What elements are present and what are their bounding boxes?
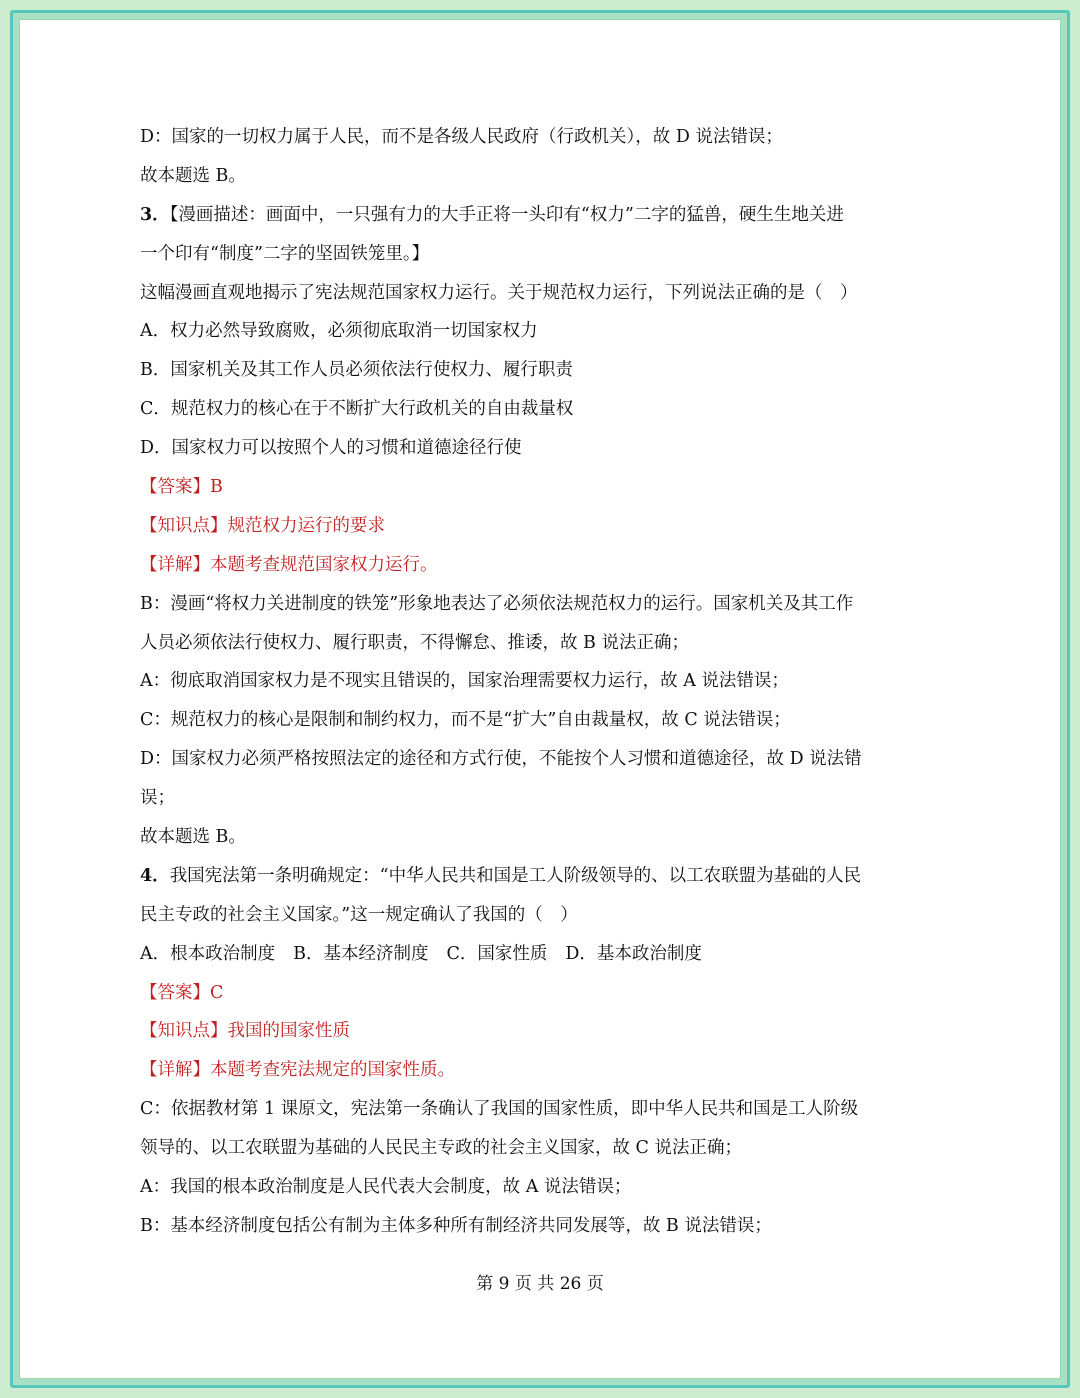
text-line xyxy=(140,1168,930,1207)
text-line xyxy=(140,662,930,701)
question-number: 3． xyxy=(140,204,170,225)
line-text: 【漫画描述：画面中，一只强有力的大手正将一头印有“权力”二字的猛兽，硬生生地关进 xyxy=(169,204,844,225)
answer-option: A．根本政治制度 xyxy=(140,943,276,964)
line-text: 领导的、以工农联盟为基础的人民民主专政的社会主义国家，故 C 说法正确； xyxy=(140,1138,743,1159)
answer-option: C．国家性质 xyxy=(446,943,548,964)
answer-annotation-line xyxy=(140,974,930,1013)
text-line xyxy=(140,1129,930,1168)
text-line xyxy=(140,235,930,274)
text-line xyxy=(140,429,930,468)
line-text: 故本题选 B。 xyxy=(140,827,246,848)
line-text: C．规范权力的核心在于不断扩大行政机关的自由裁量权 xyxy=(140,399,574,420)
line-text: D：国家的一切权力属于人民，而不是各级人民政府（行政机关），故 D 说法错误； xyxy=(140,127,783,147)
annotation-text: B xyxy=(210,477,223,498)
line-text: 误； xyxy=(140,788,175,809)
page-number-footer: 第 9 页 共 26 页 xyxy=(476,1274,604,1294)
question-stem-line xyxy=(140,857,930,896)
text-line xyxy=(140,118,930,157)
answer-annotation-line xyxy=(140,1051,930,1090)
text-line xyxy=(140,351,930,390)
text-line xyxy=(140,624,930,663)
text-line xyxy=(140,779,930,818)
text-line xyxy=(140,1207,930,1246)
line-text: 一个印有“制度”二字的坚固铁笼里。】 xyxy=(140,243,430,264)
line-text: 民主专政的社会主义国家。”这一规定确认了我国的（ ） xyxy=(140,904,578,925)
text-line xyxy=(140,274,930,313)
text-line xyxy=(140,740,930,779)
text-line xyxy=(140,390,930,429)
text-line xyxy=(140,701,930,740)
annotation-tag: 【详解】 xyxy=(140,1060,210,1081)
annotation-tag: 【详解】 xyxy=(140,554,210,575)
annotation-text: 规范权力运行的要求 xyxy=(227,515,385,536)
line-text: A：我国的根本政治制度是人民代表大会制度，故 A 说法错误； xyxy=(140,1177,632,1198)
text-line xyxy=(140,157,930,196)
annotation-text: 本题考查宪法规定的国家性质。 xyxy=(210,1060,455,1081)
annotation-tag: 【知识点】 xyxy=(140,515,228,536)
question-stem-line xyxy=(140,196,930,235)
answer-annotation-line xyxy=(140,468,930,507)
annotation-text: C xyxy=(210,982,224,1003)
annotation-tag: 【答案】 xyxy=(140,982,210,1003)
annotation-text: 本题考查规范国家权力运行。 xyxy=(210,554,438,575)
line-text: C：依据教材第 1 课原文，宪法第一条确认了我国的国家性质，即中华人民共和国是工人阶级 xyxy=(140,1099,859,1120)
line-text: 这幅漫画直观地揭示了宪法规范国家权力运行。关于规范权力运行，下列说法正确的是（ ） xyxy=(140,282,858,303)
line-text: 人员必须依法行使权力、履行职责，不得懈怠、推诿，故 B 说法正确； xyxy=(140,632,689,653)
line-text: A：彻底取消国家权力是不现实且错误的，国家治理需要权力运行，故 A 说法错误； xyxy=(140,671,789,692)
text-line xyxy=(140,1090,930,1129)
text-line xyxy=(140,312,930,351)
question-number: 4． xyxy=(140,865,170,886)
annotation-text: 我国的国家性质 xyxy=(227,1021,350,1042)
line-text: B：基本经济制度包括公有制为主体多种所有制经济共同发展等，故 B 说法错误； xyxy=(140,1215,772,1236)
line-text: B：漫画“将权力关进制度的铁笼”形象地表达了必须依法规范权力的运行。国家机关及其工作 xyxy=(140,593,854,614)
answer-annotation-line xyxy=(140,1012,930,1051)
text-line xyxy=(140,818,930,857)
text-line xyxy=(140,896,930,935)
answer-option: B．基本经济制度 xyxy=(293,943,429,964)
line-text: D．国家权力可以按照个人的习惯和道德途径行使 xyxy=(140,438,522,459)
annotation-tag: 【知识点】 xyxy=(140,1021,228,1042)
answer-annotation-line xyxy=(140,507,930,546)
annotation-tag: 【答案】 xyxy=(140,477,210,498)
answer-option: D．基本政治制度 xyxy=(565,943,702,964)
answer-annotation-line xyxy=(140,546,930,585)
line-text: 故本题选 B。 xyxy=(140,165,246,186)
text-line xyxy=(140,585,930,624)
line-text: D：国家权力必须严格按照法定的途径和方式行使，不能按个人习惯和道德途径，故 D 说法错 xyxy=(140,749,862,770)
document-content xyxy=(140,118,930,1246)
line-text: C：规范权力的核心是限制和制约权力，而不是“扩大”自由裁量权，故 C 说法错误； xyxy=(140,710,791,731)
answer-options-line xyxy=(140,935,930,974)
line-text: A．权力必然导致腐败，必须彻底取消一切国家权力 xyxy=(140,321,538,342)
line-text: 我国宪法第一条明确规定：“中华人民共和国是工人阶级领导的、以工农联盟为基础的人民 xyxy=(169,865,862,886)
line-text: B．国家机关及其工作人员必须依法行使权力、履行职责 xyxy=(140,360,573,381)
